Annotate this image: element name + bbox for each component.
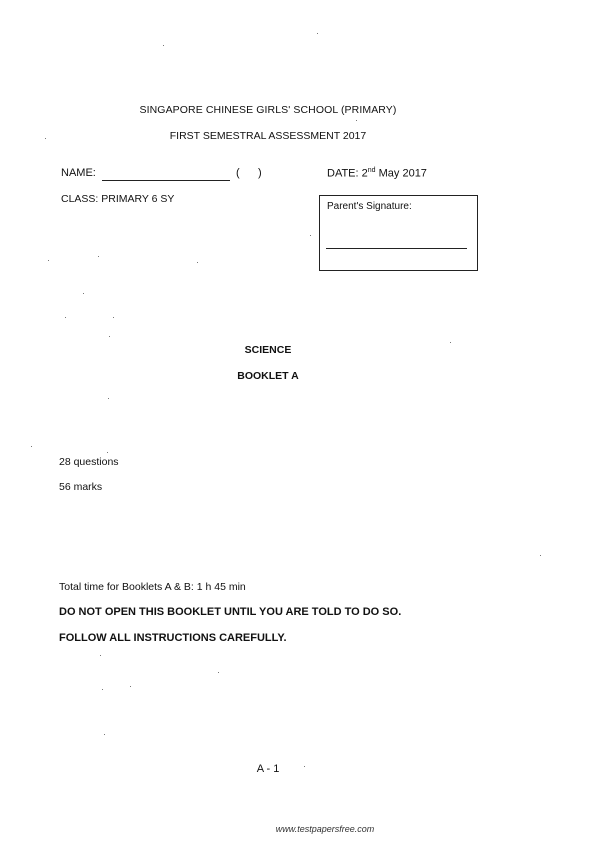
date-suffix: May 2017: [375, 167, 427, 180]
scan-speck: [45, 138, 46, 139]
scan-speck: [107, 452, 108, 453]
instruction-follow: FOLLOW ALL INSTRUCTIONS CAREFULLY.: [59, 632, 287, 644]
scan-speck: [450, 342, 451, 343]
date-label: [327, 167, 427, 180]
time-allowed: Total time for Booklets A & B: 1 h 45 min: [59, 581, 246, 593]
scan-speck: [356, 120, 357, 121]
scan-speck: [48, 260, 49, 261]
footer-watermark: www.testpapersfree.com: [275, 824, 375, 834]
scan-speck: [31, 446, 32, 447]
scan-speck: [130, 686, 131, 687]
instruction-do-not-open: DO NOT OPEN THIS BOOKLET UNTIL YOU ARE TOLD TO DO SO.: [59, 606, 402, 618]
name-label: NAME:: [61, 167, 96, 179]
scan-speck: [218, 672, 219, 673]
scan-speck: [108, 398, 109, 399]
scan-speck: [163, 45, 164, 46]
scan-speck: [113, 317, 114, 318]
date-superscript: nd: [367, 167, 376, 174]
parent-signature-label: Parent's Signature:: [327, 201, 412, 212]
signature-line: [326, 248, 467, 249]
scan-speck: [102, 689, 103, 690]
exam-title: FIRST SEMESTRAL ASSESSMENT 2017: [169, 130, 367, 142]
scan-speck: [65, 317, 66, 318]
booklet-title: BOOKLET A: [237, 370, 299, 382]
page-number: A - 1: [256, 763, 280, 775]
scan-speck: [104, 734, 105, 735]
total-marks: 56 marks: [59, 481, 103, 493]
scan-speck: [197, 262, 198, 263]
index-number-brackets: ( ): [236, 167, 262, 179]
subject-title: SCIENCE: [244, 344, 292, 356]
parent-signature-box: [319, 195, 478, 271]
scan-speck: [310, 235, 311, 236]
scan-speck: [304, 766, 305, 767]
date-prefix: DATE: 2: [327, 167, 368, 180]
name-blank-line: [102, 180, 230, 181]
question-count: 28 questions: [59, 456, 119, 468]
scan-speck: [83, 293, 84, 294]
school-name: SINGAPORE CHINESE GIRLS' SCHOOL (PRIMARY): [139, 104, 397, 116]
scan-speck: [100, 655, 101, 656]
scan-speck: [317, 33, 318, 34]
scan-speck: [109, 336, 110, 337]
scan-speck: [98, 256, 99, 257]
class-label: CLASS: PRIMARY 6 SY: [61, 193, 175, 205]
scan-speck: [540, 555, 541, 556]
